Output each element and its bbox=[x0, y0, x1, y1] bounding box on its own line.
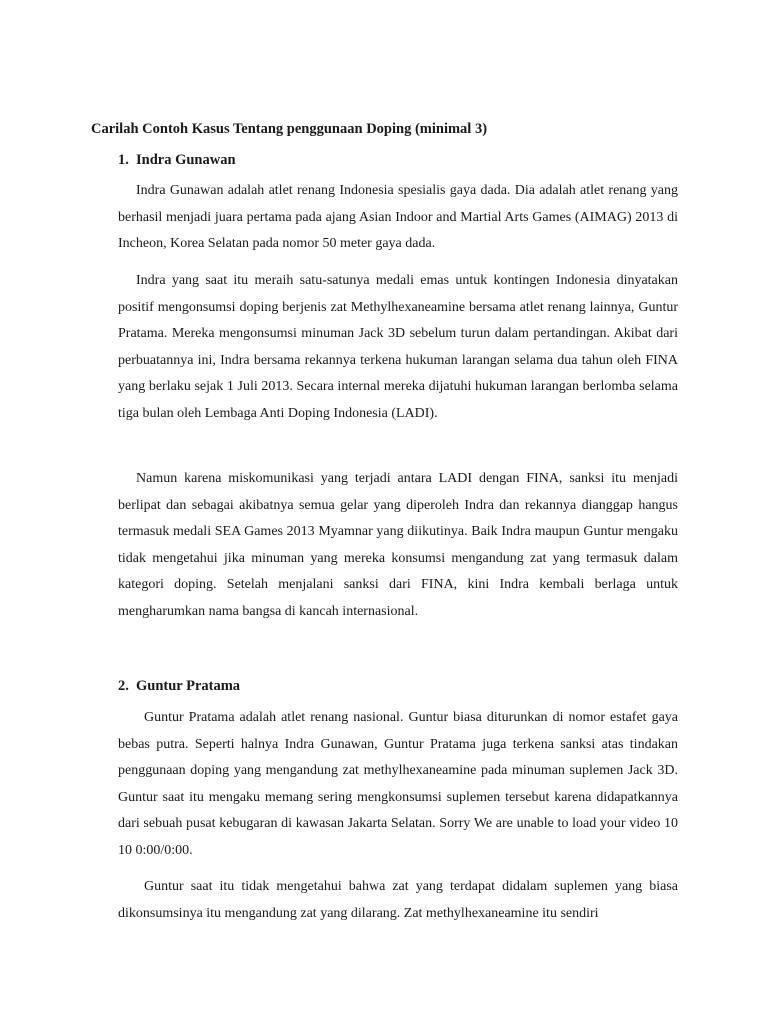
section-2-paragraph-1: Guntur Pratama adalah atlet renang nasional. Guntur biasa diturunkan di nomor estafet gaya bebas putra. Seperti halnya Indra Gunawan, Guntur Pratama juga terkena sanksi atas tindakan penggunaan doping yang mengandung zat methylhexaneamine pada minuman suplemen Jack 3D. Guntur saat itu mengaku memang sering mengkonsumsi suplemen tersebut karena didapatkannya dari sebuah pusat kebugaran di kawasan Jakarta Selatan. Sorry We are unable to load your video 10 10 0:00/0:00. bbox=[118, 710, 678, 858]
section-heading-2 bbox=[118, 678, 240, 695]
section-title-1: Indra Gunawan bbox=[136, 152, 236, 168]
document-title: Carilah Contoh Kasus Tentang penggunaan Doping (minimal 3) bbox=[91, 121, 488, 137]
section-1-paragraph-1: Indra Gunawan adalah atlet renang Indonesia spesialis gaya dada. Dia adalah atlet renang yang berhasil menjadi juara pertama pada ajang Asian Indoor and Martial Arts Games (AIMAG) 2013 di Incheon, Korea Selatan pada nomor 50 meter gaya dada. bbox=[118, 183, 678, 251]
section-heading-1 bbox=[118, 152, 236, 169]
section-1-paragraph-3: Namun karena miskomunikasi yang terjadi antara LADI dengan FINA, sanksi itu menjadi berlipat dan sebagai akibatnya semua gelar yang diperoleh Indra dan rekannya dianggap hangus termasuk medali SEA Games 2013 Myamnar yang diikutinya. Baik Indra maupun Guntur mengaku tidak mengetahui jika minuman yang mereka konsumsi mengandung zat yang termasuk dalam kategori doping. Setelah menjalani sanksi dari FINA, kini Indra kembali berlaga untuk mengharumkan nama bangsa di kancah internasional. bbox=[118, 471, 678, 619]
section-2-paragraph-2: Guntur saat itu tidak mengetahui bahwa zat yang terdapat didalam suplemen yang biasa dikonsumsinya itu mengandung zat yang dilarang. Zat methylhexaneamine itu sendiri bbox=[118, 879, 678, 921]
section-1-paragraph-2: Indra yang saat itu meraih satu-satunya medali emas untuk kontingen Indonesia dinyatakan positif mengonsumsi doping berjenis zat Methylhexaneamine bersama atlet renang lainnya, Guntur Pratama. Mereka mengonsumsi minuman Jack 3D sebelum turun dalam pertandingan. Akibat dari perbuatannya ini, Indra bersama rekannya terkena hukuman larangan selama dua tahun oleh FINA yang berlaku sejak 1 Juli 2013. Secara internal mereka dijatuhi hukuman larangan berlomba selama tiga bulan oleh Lembaga Anti Doping Indonesia (LADI). bbox=[118, 273, 678, 421]
section-number-1: 1. bbox=[118, 152, 129, 168]
section-title-2: Guntur Pratama bbox=[136, 678, 241, 694]
section-number-2: 2. bbox=[118, 678, 129, 694]
